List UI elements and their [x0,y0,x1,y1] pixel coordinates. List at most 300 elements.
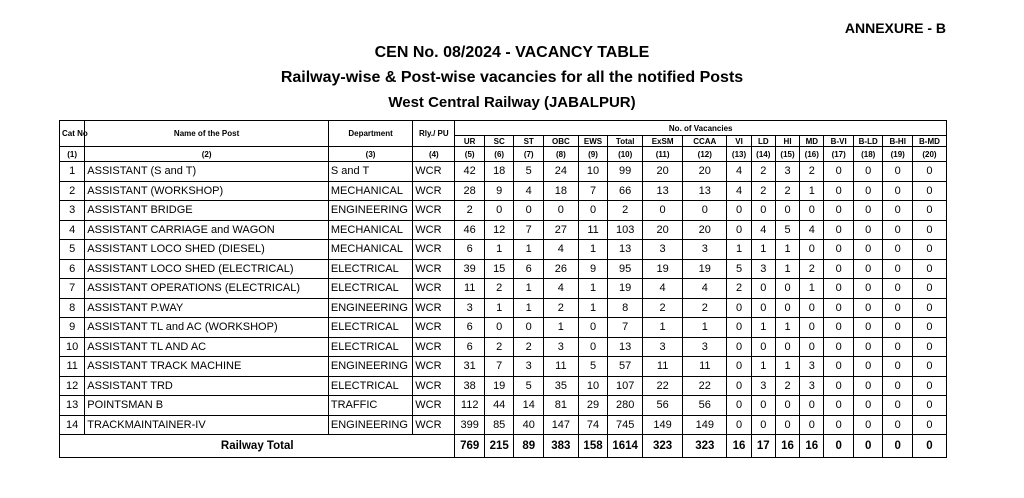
vacancy-cell: 3 [514,357,544,377]
vacancy-cell: 2 [751,162,775,182]
page-title: CEN No. 08/2024 - VACANCY TABLE [374,44,650,61]
vacancy-cell: 10 [578,376,608,396]
vacancy-cell: 0 [912,415,946,435]
vacancy-cell: 0 [751,279,775,299]
vacancy-cell: 0 [912,220,946,240]
vacancy-cell: 81 [543,396,578,416]
header-vacancies: No. of Vacancies [455,121,947,136]
column-number: (7) [514,147,544,162]
vacancy-cell: 5 [578,357,608,377]
header-col-md: MD [800,136,824,147]
vacancy-cell: 0 [912,181,946,201]
vacancy-cell: 1 [514,240,544,260]
post-name-cell: ASSISTANT (S and T) [85,162,329,182]
column-number: (4) [413,147,455,162]
vacancy-cell: 10 [578,162,608,182]
vacancy-cell: 3 [683,337,727,357]
vacancy-cell: 0 [912,318,946,338]
header-cat-no: Cat No [60,121,85,147]
vacancy-cell: 3 [751,376,775,396]
department-cell: MECHANICAL [328,181,412,201]
department-cell: ELECTRICAL [328,259,412,279]
table-row [60,279,947,299]
vacancy-cell: 0 [883,298,913,318]
header-col-ccaa: CCAA [683,136,727,147]
vacancy-cell: 0 [800,201,824,221]
vacancy-cell: 0 [727,357,751,377]
table-row [60,376,947,396]
vacancy-cell: 19 [683,259,727,279]
vacancy-cell: 0 [912,279,946,299]
vacancy-cell: 0 [751,337,775,357]
column-number-row [60,147,947,162]
vacancy-cell: 0 [853,220,883,240]
post-name-cell: ASSISTANT TL AND AC [85,337,329,357]
total-cell: 0 [853,435,883,458]
vacancy-cell: 1 [578,240,608,260]
cat-no-cell: 3 [60,201,85,221]
vacancy-cell: 0 [853,162,883,182]
vacancy-cell: 0 [883,220,913,240]
column-number: (16) [800,147,824,162]
vacancy-cell: 0 [800,337,824,357]
table-row [60,162,947,182]
railway-cell: WCR [413,240,455,260]
header-col-obc: OBC [543,136,578,147]
table-row [60,318,947,338]
vacancy-cell: 2 [800,259,824,279]
annexure-label: ANNEXURE - B [844,20,946,36]
vacancy-cell: 0 [727,396,751,416]
header-post-name: Name of the Post [85,121,329,147]
vacancy-cell: 4 [543,279,578,299]
vacancy-cell: 0 [514,318,544,338]
cat-no-cell: 1 [60,162,85,182]
vacancy-cell: 0 [824,376,854,396]
vacancy-cell: 745 [608,415,643,435]
total-cell: 0 [824,435,854,458]
vacancy-cell: 0 [824,279,854,299]
vacancy-cell: 0 [912,201,946,221]
vacancy-cell: 3 [643,337,683,357]
vacancy-cell: 11 [543,357,578,377]
vacancy-cell: 0 [824,162,854,182]
vacancy-cell: 0 [853,318,883,338]
total-cell: 16 [800,435,824,458]
railway-cell: WCR [413,298,455,318]
column-number: (20) [912,147,946,162]
vacancy-cell: 2 [800,162,824,182]
vacancy-cell: 85 [484,415,514,435]
vacancy-cell: 5 [514,376,544,396]
total-cell: 323 [643,435,683,458]
railway-cell: WCR [413,337,455,357]
cat-no-cell: 5 [60,240,85,260]
page-subtitle: Railway-wise & Post-wise vacancies for all the notified Posts [280,69,744,86]
header-col-b-ld: B-LD [853,136,883,147]
total-cell: 769 [455,435,485,458]
column-number: (6) [484,147,514,162]
vacancy-cell: 0 [912,357,946,377]
vacancy-cell: 107 [608,376,643,396]
vacancy-cell: 11 [683,357,727,377]
vacancy-cell: 0 [824,259,854,279]
vacancy-cell: 1 [484,298,514,318]
vacancy-cell: 6 [514,259,544,279]
table-row [60,220,947,240]
cat-no-cell: 6 [60,259,85,279]
vacancy-cell: 11 [643,357,683,377]
vacancy-cell: 15 [484,259,514,279]
header-department: Department [328,121,412,147]
railway-cell: WCR [413,279,455,299]
vacancy-cell: 0 [484,318,514,338]
vacancy-cell: 0 [775,337,799,357]
vacancy-cell: 2 [455,201,485,221]
column-number: (15) [775,147,799,162]
vacancy-cell: 0 [883,279,913,299]
vacancy-cell: 3 [775,162,799,182]
vacancy-cell: 0 [727,201,751,221]
vacancy-cell: 0 [853,181,883,201]
table-row [60,240,947,260]
vacancy-cell: 0 [824,415,854,435]
cat-no-cell: 12 [60,376,85,396]
vacancy-cell: 20 [643,162,683,182]
vacancy-cell: 0 [578,318,608,338]
vacancy-cell: 0 [883,318,913,338]
department-cell: ENGINEERING [328,357,412,377]
vacancy-cell: 0 [824,220,854,240]
column-number: (5) [455,147,485,162]
vacancy-cell: 31 [455,357,485,377]
vacancy-cell: 3 [683,240,727,260]
total-cell: 0 [883,435,913,458]
vacancy-cell: 2 [775,376,799,396]
post-name-cell: ASSISTANT P.WAY [85,298,329,318]
vacancy-cell: 0 [824,240,854,260]
vacancy-cell: 44 [484,396,514,416]
vacancy-cell: 7 [578,181,608,201]
vacancy-cell: 1 [800,181,824,201]
post-name-cell: ASSISTANT TL and AC (WORKSHOP) [85,318,329,338]
table-row [60,337,947,357]
vacancy-cell: 39 [455,259,485,279]
railway-cell: WCR [413,181,455,201]
vacancy-cell: 0 [578,337,608,357]
vacancy-cell: 2 [514,337,544,357]
vacancy-cell: 147 [543,415,578,435]
vacancy-cell: 0 [883,415,913,435]
vacancy-cell: 149 [683,415,727,435]
vacancy-cell: 0 [824,181,854,201]
column-number: (1) [60,147,85,162]
vacancy-cell: 2 [775,181,799,201]
vacancy-cell: 20 [643,220,683,240]
vacancy-cell: 399 [455,415,485,435]
header-col-vi: VI [727,136,751,147]
vacancy-cell: 35 [543,376,578,396]
department-cell: ELECTRICAL [328,337,412,357]
vacancy-cell: 7 [514,220,544,240]
vacancy-cell: 0 [853,201,883,221]
vacancy-cell: 0 [775,396,799,416]
department-cell: MECHANICAL [328,220,412,240]
vacancy-cell: 56 [643,396,683,416]
vacancy-cell: 11 [455,279,485,299]
vacancy-cell: 0 [775,279,799,299]
vacancy-cell: 112 [455,396,485,416]
vacancy-cell: 5 [514,162,544,182]
vacancy-cell: 0 [883,357,913,377]
post-name-cell: ASSISTANT TRD [85,376,329,396]
vacancy-cell: 22 [643,376,683,396]
post-name-cell: ASSISTANT LOCO SHED (ELECTRICAL) [85,259,329,279]
total-cell: 158 [578,435,608,458]
vacancy-cell: 7 [608,318,643,338]
table-row [60,201,947,221]
vacancy-cell: 0 [727,298,751,318]
vacancy-cell: 22 [683,376,727,396]
vacancy-cell: 18 [543,181,578,201]
vacancy-cell: 1 [484,240,514,260]
vacancy-cell: 0 [883,201,913,221]
vacancy-cell: 2 [643,298,683,318]
vacancy-cell: 280 [608,396,643,416]
header-col-ld: LD [751,136,775,147]
total-label: Railway Total [60,435,455,458]
cat-no-cell: 13 [60,396,85,416]
railway-cell: WCR [413,396,455,416]
post-name-cell: POINTSMAN B [85,396,329,416]
vacancy-cell: 0 [775,298,799,318]
vacancy-cell: 6 [455,240,485,260]
post-name-cell: ASSISTANT CARRIAGE and WAGON [85,220,329,240]
vacancy-table [59,120,947,458]
railway-cell: WCR [413,376,455,396]
vacancy-cell: 0 [883,162,913,182]
table-row [60,181,947,201]
vacancy-cell: 0 [824,337,854,357]
vacancy-cell: 1 [643,318,683,338]
vacancy-cell: 3 [800,376,824,396]
header-col-total: Total [608,136,643,147]
column-number: (19) [883,147,913,162]
vacancy-cell: 4 [727,162,751,182]
vacancy-cell: 1 [543,318,578,338]
cat-no-cell: 10 [60,337,85,357]
vacancy-cell: 0 [800,415,824,435]
post-name-cell: ASSISTANT (WORKSHOP) [85,181,329,201]
cat-no-cell: 4 [60,220,85,240]
table-row [60,298,947,318]
column-number: (8) [543,147,578,162]
vacancy-cell: 1 [751,357,775,377]
vacancy-cell: 4 [543,240,578,260]
total-cell: 89 [514,435,544,458]
railway-cell: WCR [413,220,455,240]
total-row [60,435,947,458]
header-col-ews: EWS [578,136,608,147]
vacancy-cell: 1 [775,240,799,260]
vacancy-cell: 0 [727,415,751,435]
vacancy-cell: 0 [683,201,727,221]
vacancy-cell: 5 [775,220,799,240]
vacancy-cell: 1 [775,259,799,279]
railway-cell: WCR [413,201,455,221]
vacancy-cell: 4 [683,279,727,299]
vacancy-cell: 0 [853,376,883,396]
total-cell: 383 [543,435,578,458]
vacancy-cell: 6 [455,337,485,357]
column-number: (10) [608,147,643,162]
total-cell: 0 [912,435,946,458]
vacancy-cell: 26 [543,259,578,279]
vacancy-cell: 0 [912,240,946,260]
department-cell: ELECTRICAL [328,318,412,338]
vacancy-cell: 0 [824,318,854,338]
department-cell: ENGINEERING [328,201,412,221]
vacancy-cell: 99 [608,162,643,182]
department-cell: ENGINEERING [328,415,412,435]
column-number: (17) [824,147,854,162]
vacancy-cell: 0 [853,396,883,416]
vacancy-cell: 3 [751,259,775,279]
vacancy-cell: 149 [643,415,683,435]
vacancy-cell: 0 [543,201,578,221]
vacancy-cell: 0 [800,396,824,416]
vacancy-cell: 1 [683,318,727,338]
vacancy-cell: 2 [727,279,751,299]
vacancy-cell: 0 [883,181,913,201]
post-name-cell: ASSISTANT OPERATIONS (ELECTRICAL) [85,279,329,299]
vacancy-cell: 3 [543,337,578,357]
vacancy-cell: 12 [484,220,514,240]
vacancy-cell: 38 [455,376,485,396]
vacancy-cell: 19 [643,259,683,279]
total-cell: 323 [683,435,727,458]
vacancy-cell: 0 [484,201,514,221]
total-cell: 1614 [608,435,643,458]
vacancy-cell: 0 [883,259,913,279]
vacancy-cell: 2 [683,298,727,318]
vacancy-cell: 0 [824,201,854,221]
vacancy-cell: 0 [727,337,751,357]
vacancy-cell: 4 [751,220,775,240]
total-cell: 215 [484,435,514,458]
header-col-b-md: B-MD [912,136,946,147]
vacancy-cell: 0 [800,240,824,260]
vacancy-cell: 0 [883,396,913,416]
vacancy-cell: 2 [608,201,643,221]
vacancy-cell: 4 [643,279,683,299]
department-cell: ENGINEERING [328,298,412,318]
vacancy-cell: 3 [643,240,683,260]
railway-cell: WCR [413,357,455,377]
vacancy-cell: 13 [683,181,727,201]
vacancy-cell: 4 [727,181,751,201]
post-name-cell: ASSISTANT TRACK MACHINE [85,357,329,377]
vacancy-cell: 0 [912,337,946,357]
vacancy-cell: 0 [912,396,946,416]
vacancy-cell: 0 [727,376,751,396]
table-body [60,147,947,458]
total-cell: 16 [727,435,751,458]
vacancy-cell: 0 [853,357,883,377]
vacancy-cell: 0 [578,201,608,221]
vacancy-cell: 19 [608,279,643,299]
vacancy-cell: 0 [853,259,883,279]
header-col-b-hi: B-HI [883,136,913,147]
vacancy-cell: 0 [800,318,824,338]
vacancy-cell: 13 [608,240,643,260]
vacancy-cell: 0 [514,201,544,221]
railway-cell: WCR [413,415,455,435]
vacancy-cell: 13 [643,181,683,201]
header-col-hi: HI [775,136,799,147]
vacancy-cell: 0 [824,298,854,318]
vacancy-cell: 0 [853,337,883,357]
header-col-st: ST [514,136,544,147]
post-name-cell: ASSISTANT BRIDGE [85,201,329,221]
header-col-ur: UR [455,136,485,147]
vacancy-cell: 2 [484,279,514,299]
vacancy-cell: 0 [824,396,854,416]
vacancy-cell: 1 [514,279,544,299]
column-number: (18) [853,147,883,162]
vacancy-cell: 0 [800,298,824,318]
vacancy-cell: 1 [514,298,544,318]
vacancy-cell: 0 [883,337,913,357]
vacancy-cell: 0 [912,298,946,318]
total-cell: 17 [751,435,775,458]
vacancy-cell: 42 [455,162,485,182]
vacancy-cell: 66 [608,181,643,201]
column-number: (14) [751,147,775,162]
vacancy-cell: 14 [514,396,544,416]
cat-no-cell: 8 [60,298,85,318]
department-cell: S and T [328,162,412,182]
vacancy-cell: 0 [853,240,883,260]
vacancy-cell: 9 [484,181,514,201]
cat-no-cell: 14 [60,415,85,435]
vacancy-cell: 2 [543,298,578,318]
vacancy-cell: 20 [683,162,727,182]
vacancy-cell: 1 [775,357,799,377]
railway-cell: WCR [413,318,455,338]
vacancy-cell: 27 [543,220,578,240]
vacancy-cell: 1 [775,318,799,338]
vacancy-cell: 57 [608,357,643,377]
vacancy-cell: 0 [912,376,946,396]
vacancy-cell: 0 [912,162,946,182]
post-name-cell: TRACKMAINTAINER-IV [85,415,329,435]
column-number: (12) [683,147,727,162]
vacancy-cell: 4 [800,220,824,240]
vacancy-cell: 103 [608,220,643,240]
vacancy-cell: 0 [751,396,775,416]
vacancy-cell: 9 [578,259,608,279]
vacancy-cell: 3 [455,298,485,318]
vacancy-cell: 6 [455,318,485,338]
column-number: (3) [328,147,412,162]
table-row [60,259,947,279]
header-col-exsm: ExSM [643,136,683,147]
vacancy-cell: 0 [727,318,751,338]
vacancy-cell: 0 [824,357,854,377]
department-cell: ELECTRICAL [328,376,412,396]
vacancy-cell: 28 [455,181,485,201]
